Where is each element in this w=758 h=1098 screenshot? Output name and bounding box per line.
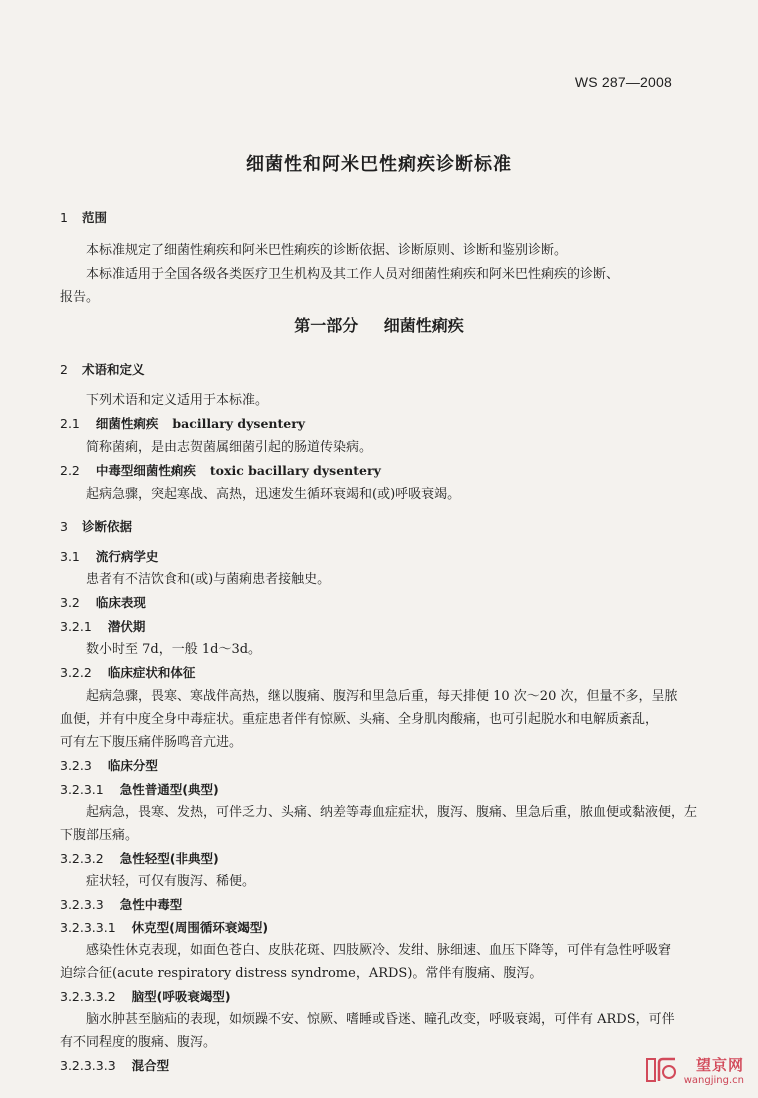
part-title (0, 313, 758, 336)
section-number: 3.2.3.3.1 (60, 920, 116, 935)
section-heading (60, 618, 145, 636)
section-title: 临床分型 (107, 758, 158, 773)
paragraph-line: 起病急，畏寒、发热，可伴乏力、头痛、纳差等毒血症症状，腹泻、腹痛、里急后重，脓血便或黏液便，左 (86, 805, 698, 820)
section-heading (60, 757, 158, 775)
paragraph-line: 本标准规定了细菌性痢疾和阿米巴性痢疾的诊断依据、诊断原则、诊断和鉴别诊断。 (86, 243, 568, 258)
paragraph-line: 感染性休克表现，如面色苍白、皮肤花斑、四肢厥冷、发绀、脉细速、血压下降等，可伴有急性呼吸窘 (86, 943, 672, 958)
section-heading (60, 361, 144, 379)
paragraph-line: 起病急骤，畏寒、寒战伴高热，继以腹痛、腹泻和里急后重，每天排便 10 次～20 次，但量不多，呈脓 (86, 689, 678, 704)
paragraph-line: 本标准适用于全国各级各类医疗卫生机构及其工作人员对细菌性痢疾和阿米巴性痢疾的诊断、 (86, 267, 620, 282)
part-name: 细菌性痢疾 (383, 316, 464, 335)
section-title: 中毒型细菌性痢疾 (95, 463, 196, 478)
section-heading (60, 850, 219, 868)
section-heading (60, 594, 146, 612)
watermark-name: 望京网 (695, 1056, 744, 1074)
watermark-url: wangjing.cn (683, 1075, 744, 1086)
section-heading (60, 919, 268, 937)
section-heading (60, 988, 231, 1006)
section-heading (60, 664, 195, 682)
paragraph-continuation: 迫综合征(acute respiratory distress syndrome，ARDS)。常伴有腹痛、腹泻。 (60, 966, 543, 981)
paragraph-continuation: 有不同程度的腹痛、腹泻。 (60, 1035, 217, 1050)
paragraph-line: 患者有不洁饮食和(或)与菌痢患者接触史。 (86, 572, 331, 587)
section-title: 诊断依据 (81, 519, 132, 534)
section-title: 急性中毒型 (119, 897, 183, 912)
paragraph-continuation: 可有左下腹压痛伴肠鸣音亢进。 (60, 735, 243, 750)
paragraph-continuation: 报告。 (60, 290, 100, 305)
section-number: 3.2 (60, 595, 80, 610)
section-title: 细菌性痢疾 (95, 416, 159, 431)
section-number: 2.2 (60, 463, 80, 478)
paragraph-line: 下列术语和定义适用于本标准。 (86, 393, 269, 408)
section-title: 潜伏期 (107, 619, 146, 634)
section-number: 1 (60, 210, 68, 225)
section-heading (60, 548, 158, 566)
section-title: 急性普通型(典型) (119, 782, 219, 797)
section-title: 术语和定义 (81, 362, 145, 377)
section-number: 3.2.3.3 (60, 897, 104, 912)
section-number: 3 (60, 519, 68, 534)
section-number: 3.1 (60, 549, 80, 564)
paragraph-line: 数小时至 7d，一般 1d～3d。 (86, 642, 262, 657)
section-title: 急性轻型(非典型) (119, 851, 219, 866)
section-heading (60, 781, 219, 799)
section-number: 3.2.1 (60, 619, 92, 634)
section-title: 范围 (81, 210, 107, 225)
standard-code: WS 287—2008 (574, 74, 672, 90)
section-title-english: bacillary dysentery (172, 416, 306, 431)
section-title: 临床症状和体征 (107, 665, 196, 680)
paragraph-continuation: 下腹部压痛。 (60, 828, 139, 843)
section-heading (60, 415, 305, 433)
section-number: 3.2.2 (60, 665, 92, 680)
section-heading (60, 1057, 169, 1075)
paragraph-line: 脑水肿甚至脑疝的表现，如烦躁不安、惊厥、嗜睡或昏迷、瞳孔改变，呼吸衰竭，可伴有 ARDS，可伴 (86, 1012, 675, 1027)
section-heading (60, 518, 132, 536)
section-title: 临床表现 (95, 595, 146, 610)
section-number: 3.2.3 (60, 758, 92, 773)
section-heading (60, 209, 107, 227)
section-number: 3.2.3.3.2 (60, 989, 116, 1004)
paragraph-line: 简称菌痢，是由志贺菌属细菌引起的肠道传染病。 (86, 440, 373, 455)
section-title: 流行病学史 (95, 549, 159, 564)
paragraph-line: 症状轻，可仅有腹泻、稀便。 (86, 874, 256, 889)
section-number: 2.1 (60, 416, 80, 431)
section-title: 混合型 (131, 1058, 170, 1073)
watermark-logo-icon (645, 1055, 679, 1085)
section-number: 2 (60, 362, 68, 377)
section-heading (60, 462, 381, 480)
section-number: 3.2.3.1 (60, 782, 104, 797)
paragraph-continuation: 血便，并有中度全身中毒症状。重症患者伴有惊厥、头痛、全身肌肉酸痛，也可引起脱水和电解质紊乱， (60, 712, 659, 727)
section-title: 脑型(呼吸衰竭型) (131, 989, 231, 1004)
part-label: 第一部分 (294, 316, 359, 335)
section-number: 3.2.3.3.3 (60, 1058, 116, 1073)
watermark (645, 1054, 744, 1086)
document-title: 细菌性和阿米巴性痢疾诊断标准 (246, 154, 512, 175)
section-title: 休克型(周围循环衰竭型) (131, 920, 269, 935)
paragraph-line: 起病急骤，突起寒战、高热，迅速发生循环衰竭和(或)呼吸衰竭。 (86, 487, 461, 502)
section-title-english: toxic bacillary dysentery (209, 463, 381, 478)
section-heading (60, 896, 182, 914)
section-number: 3.2.3.2 (60, 851, 104, 866)
